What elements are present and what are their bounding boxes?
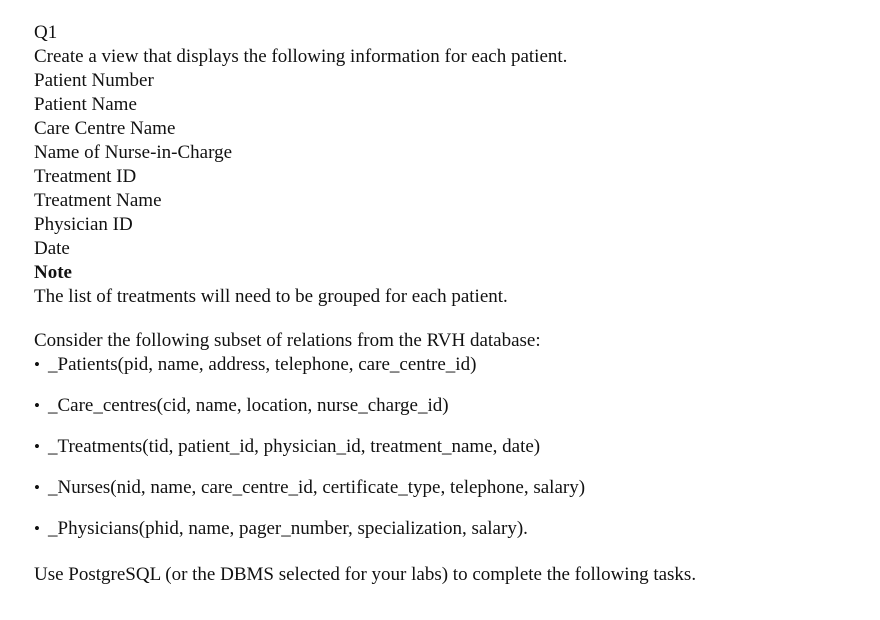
relation-text: _Physicians(phid, name, pager_number, specialization, salary).	[48, 518, 528, 539]
relation-item	[34, 476, 864, 500]
relations-intro: Consider the following subset of relations from the RVH database:	[34, 330, 541, 351]
field-item: Name of Nurse-in-Charge	[34, 142, 233, 163]
relation-text: _Nurses(nid, name, care_centre_id, certificate_type, telephone, salary)	[48, 477, 586, 498]
field-item: Treatment ID	[34, 166, 137, 187]
question-prompt: Create a view that displays the following information for each patient.	[34, 46, 568, 67]
document-body	[34, 21, 864, 587]
field-item: Treatment Name	[34, 190, 162, 211]
relation-item	[34, 435, 864, 459]
relation-text: _Treatments(tid, patient_id, physician_id, treatment_name, date)	[48, 436, 541, 457]
field-item: Patient Name	[34, 94, 137, 115]
paragraph-gap	[34, 541, 864, 563]
relation-item	[34, 353, 864, 377]
note-label: Note	[34, 262, 72, 283]
bullet-icon: •	[34, 396, 40, 415]
bullet-icon: •	[34, 437, 40, 456]
field-item: Patient Number	[34, 70, 154, 91]
field-item: Date	[34, 238, 70, 259]
note-text: The list of treatments will need to be grouped for each patient.	[34, 286, 508, 307]
relation-text: _Care_centres(cid, name, location, nurse_charge_id)	[48, 395, 449, 416]
closing-instruction: Use PostgreSQL (or the DBMS selected for your labs) to complete the following tasks.	[34, 564, 697, 585]
relation-item	[34, 517, 864, 541]
relation-item	[34, 394, 864, 418]
bullet-icon: •	[34, 478, 40, 497]
question-heading: Q1	[34, 22, 58, 43]
relation-text: _Patients(pid, name, address, telephone, care_centre_id)	[48, 354, 477, 375]
bullet-icon: •	[34, 519, 40, 538]
relations-list	[34, 353, 864, 541]
field-list	[34, 69, 864, 261]
paragraph-gap	[34, 309, 864, 329]
field-item: Care Centre Name	[34, 118, 176, 139]
bullet-icon: •	[34, 355, 40, 374]
field-item: Physician ID	[34, 214, 133, 235]
